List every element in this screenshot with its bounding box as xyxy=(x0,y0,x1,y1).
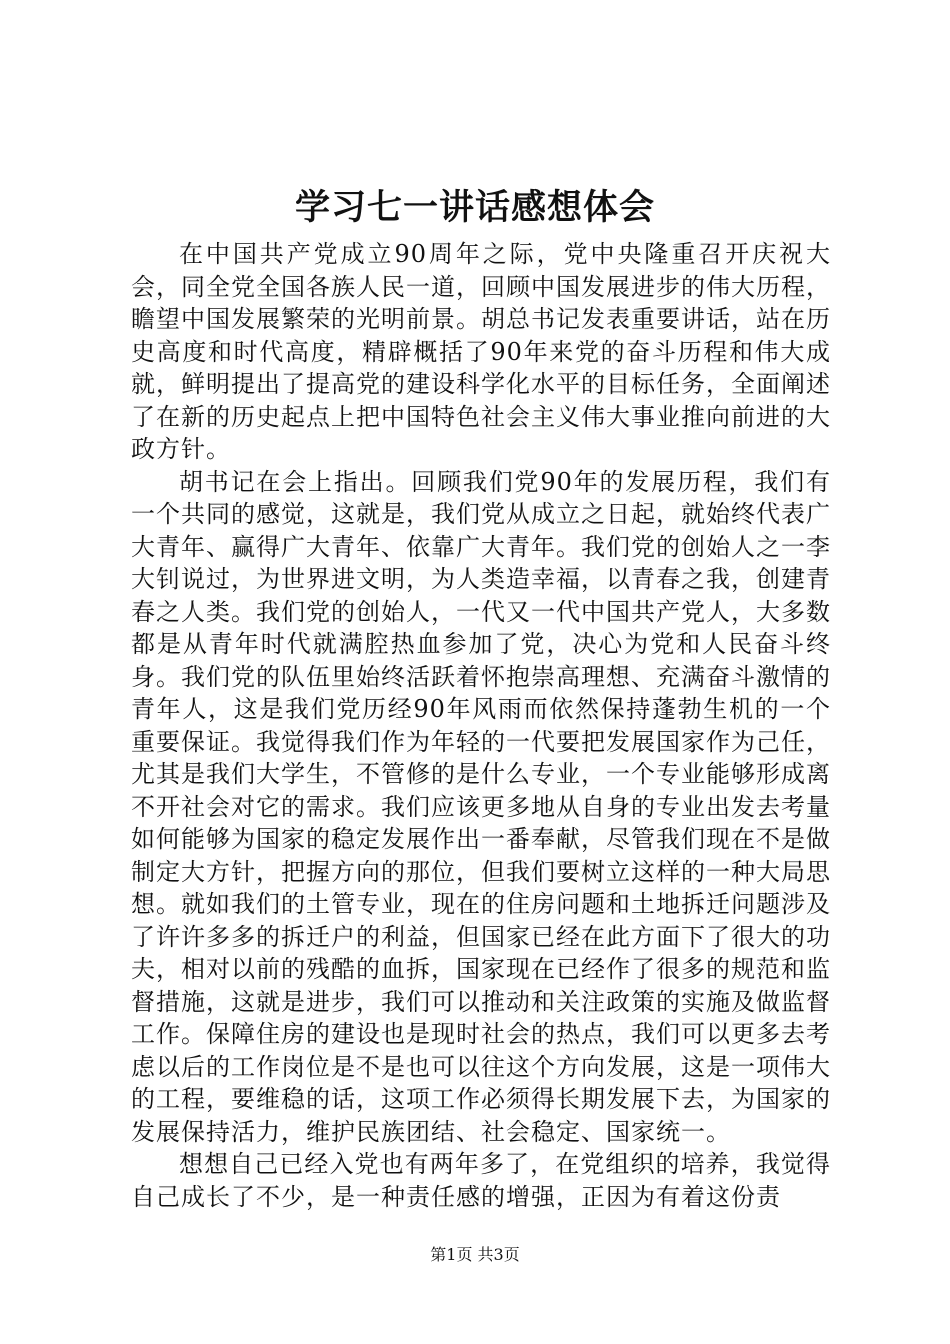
document-body xyxy=(131,238,831,1213)
paragraph-2: 胡书记在会上指出。回顾我们党90年的发展历程，我们有一个共同的感觉，这就是，我们党从成立之日起，就始终代表广大青年、赢得广大青年、依靠广大青年。我们党的创始人之一李大钊说过，为世界进文明，为人类造幸福，以青春之我，创建青春之人类。我们党的创始人，一代又一代中国共产党人，大多数都是从青年时代就满腔热血参加了党，决心为党和人民奋斗终身。我们党的队伍里始终活跃着怀抱崇高理想、充满奋斗激情的青年人，这是我们党历经90年风雨而依然保持蓬勃生机的一个重要保证。我觉得我们作为年轻的一代要把发展国家作为己任，尤其是我们大学生，不管修的是什么专业，一个专业能够形成离不开社会对它的需求。我们应该更多地从自身的专业出发去考量如何能够为国家的稳定发展作出一番奉献，尽管我们现在不是做制定大方针，把握方向的那位，但我们要树立这样的一种大局思想。就如我们的土管专业，现在的住房问题和土地拆迁问题涉及了许许多多的拆迁户的利益，但国家已经在此方面下了很大的功夫，相对以前的残酷的血拆，国家现在已经作了很多的规范和监督措施，这就是进步，我们可以推动和关注政策的实施及做监督工作。保障住房的建设也是现时社会的热点，我们可以更多去考虑以后的工作岗位是不是也可以往这个方向发展，这是一项伟大的工程，要维稳的话，这项工作必须得长期发展下去，为国家的发展保持活力，维护民族团结、社会稳定、国家统一。 xyxy=(131,467,831,1146)
paragraph-1: 在中国共产党成立90周年之际，党中央隆重召开庆祝大会，同全党全国各族人民一道，回顾中国发展进步的伟大历程，瞻望中国发展繁荣的光明前景。胡总书记发表重要讲话，站在历史高度和时代高度，精辟概括了90年来党的奋斗历程和伟大成就，鲜明提出了提高党的建设科学化水平的目标任务，全面阐述了在新的历史起点上把中国特色社会主义伟大事业推向前进的大政方针。 xyxy=(131,240,831,463)
page-footer: 第1页 共3页 xyxy=(430,1245,520,1264)
paragraph-3: 想想自己已经入党也有两年多了，在党组织的培养，我觉得自己成长了不少，是一种责任感的增强，正因为有着这份责 xyxy=(131,1150,831,1211)
document-title: 学习七一讲话感想体会 xyxy=(294,188,655,228)
